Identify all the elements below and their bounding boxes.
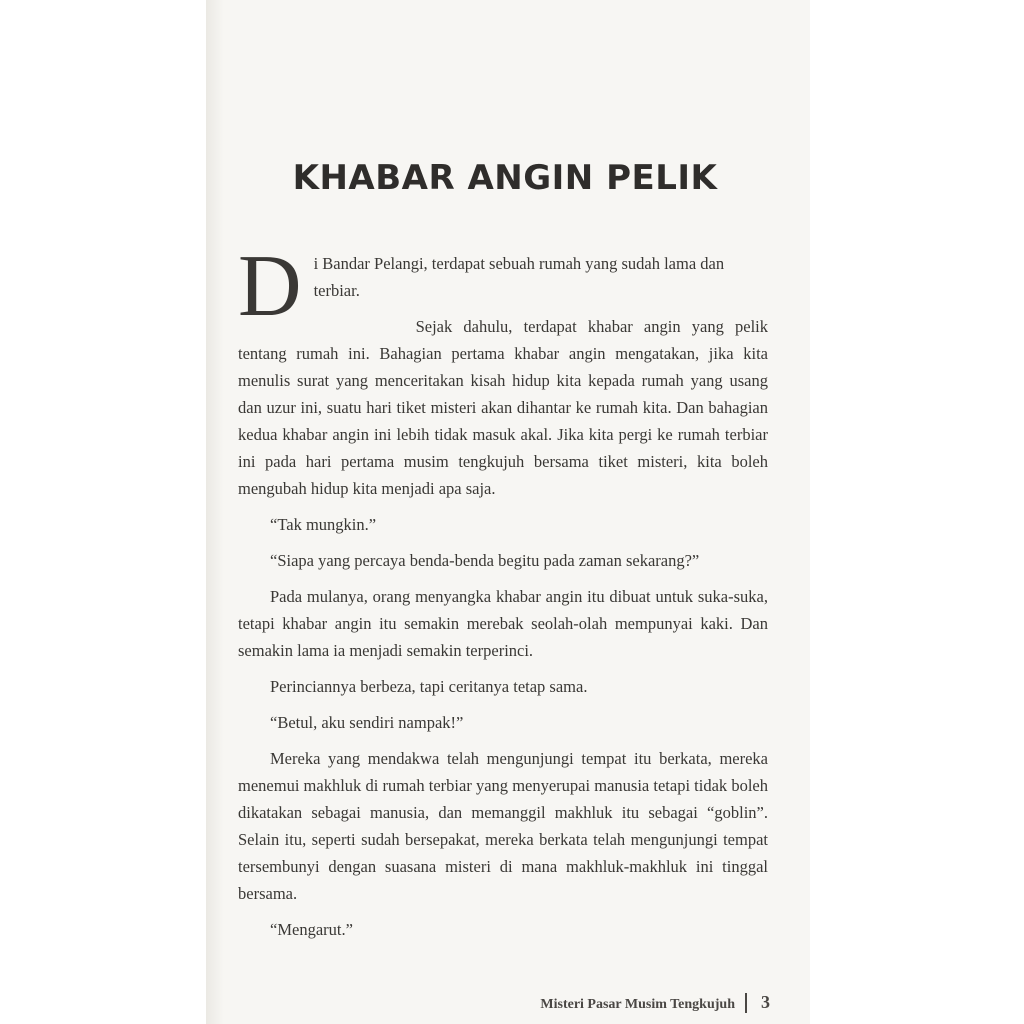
dialogue-line: “Siapa yang percaya benda-benda begitu pada zaman sekarang?” — [270, 551, 700, 570]
paragraph-opening — [238, 238, 768, 335]
footer-divider — [745, 993, 747, 1013]
paragraph: Perinciannya berbeza, tapi ceritanya tetap sama. — [270, 677, 588, 696]
dialogue-line: “Tak mungkin.” — [270, 515, 377, 534]
running-footer-title: Misteri Pasar Musim Tengkujuh — [540, 997, 735, 1012]
paragraph-opening-text: i Bandar Pelangi, terdapat sebuah rumah yang sudah lama dan terbiar. — [313, 254, 725, 300]
chapter-body — [238, 238, 768, 952]
page-footer — [470, 992, 770, 1013]
paragraph: Pada mulanya, orang menyangka khabar angin itu dibuat untuk suka-suka, tetapi khabar angin itu semakin merebak seolah-olah mempunyai kaki. Dan semakin lama ia menjadi semakin terperinci. — [238, 587, 768, 660]
paragraph: Sejak dahulu, terdapat khabar angin yang pelik tentang rumah ini. Bahagian pertama khabar angin mengatakan, jika kita menulis surat yang menceritakan kisah hidup kita kepada rumah yang usang dan uzur ini, suatu hari tiket misteri akan dihantar ke rumah kita. Dan bahagian kedua khabar angin ini lebih tidak masuk akal. Jika kita pergi ke rumah terbiar ini pada hari pertama musim tengkujuh bersama tiket misteri, kita boleh mengubah hidup kita menjadi apa saja. — [238, 317, 768, 498]
paragraph: Mereka yang mendakwa telah mengunjungi tempat itu berkata, mereka menemui makhluk di rumah terbiar yang menyerupai manusia tetapi tidak boleh dikatakan sebagai manusia, dan memanggil makhluk itu sebagai “goblin”. Selain itu, seperti sudah bersepakat, mereka berkata telah mengunjungi tempat tersembunyi dengan suasana misteri di mana makhluk-makhluk ini tinggal bersama. — [238, 749, 768, 903]
page-number: 3 — [761, 992, 770, 1012]
chapter-title: KHABAR ANGIN PELIK — [292, 158, 718, 198]
dialogue-line: “Betul, aku sendiri nampak!” — [270, 713, 464, 732]
dialogue-line: “Mengarut.” — [270, 920, 353, 939]
drop-cap-letter: D — [238, 238, 302, 335]
page-gutter-shadow — [206, 0, 224, 1024]
